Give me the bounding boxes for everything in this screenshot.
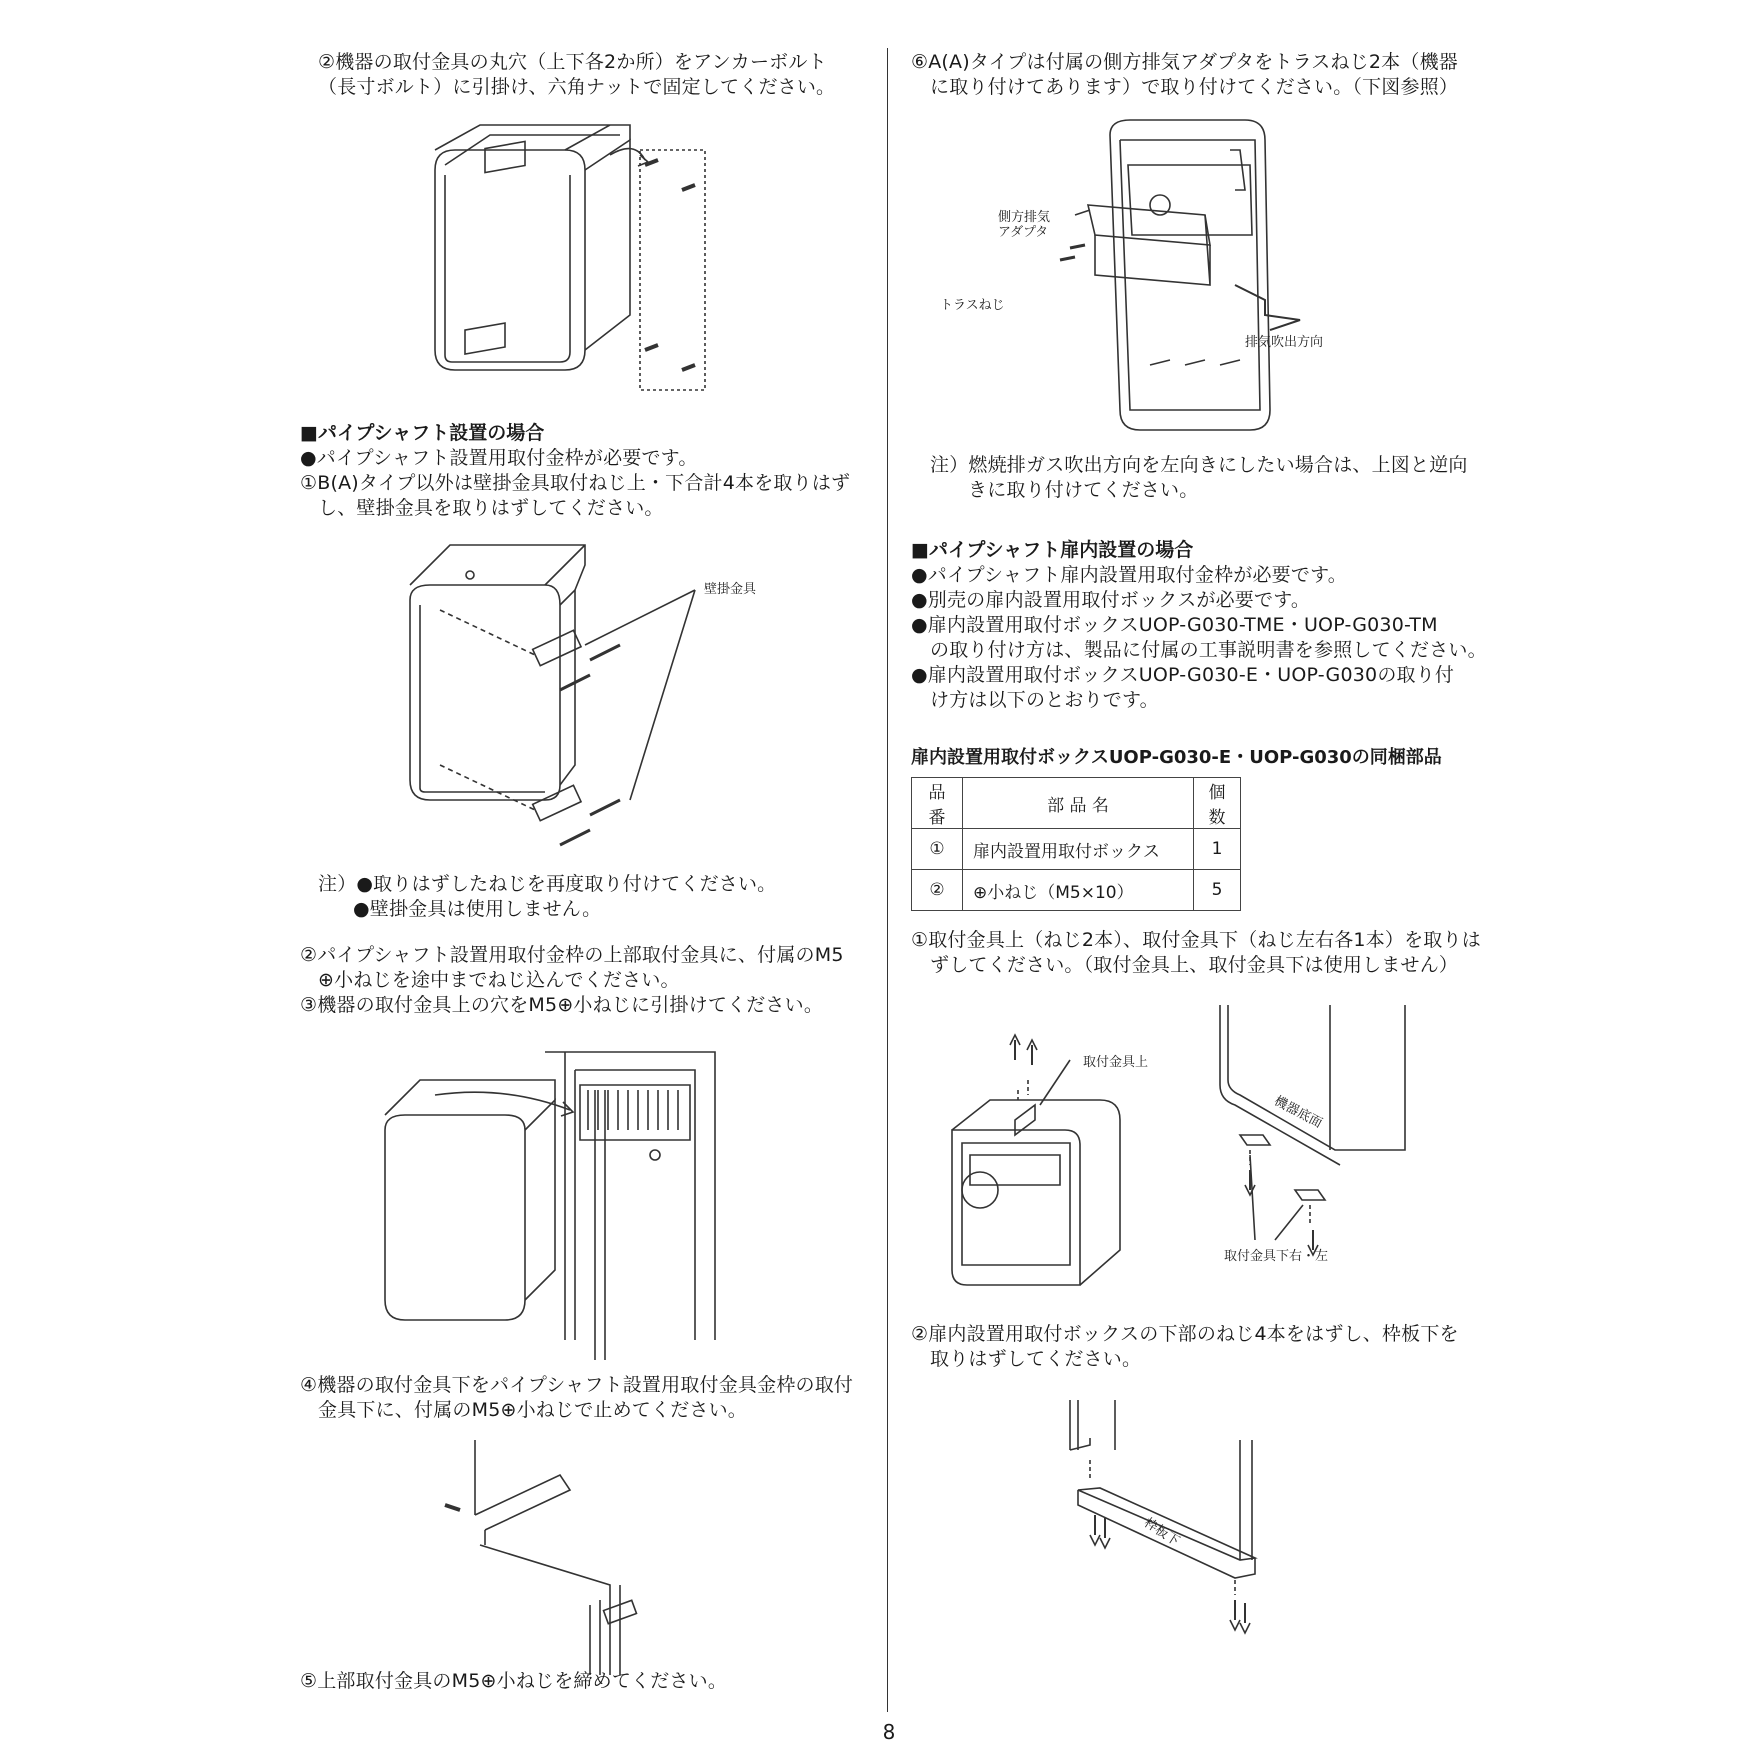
step2-anchor-line1: ②機器の取付金具の丸穴（上下各2か所）をアンカーボルト xyxy=(318,51,827,73)
parts-table xyxy=(911,777,1241,911)
label-bracket-bottom: 取付金具下右・左 xyxy=(1224,1249,1329,1264)
table-cell: 扉内設置用取付ボックス xyxy=(963,829,1194,870)
label-truss-screw: トラスねじ xyxy=(940,298,1005,313)
door-heading: ■パイプシャフト扉内設置の場合 xyxy=(911,539,1194,561)
table-row xyxy=(912,870,1241,911)
table-header: 品番 xyxy=(912,778,963,829)
table-header: 部 品 名 xyxy=(963,778,1194,829)
column-divider xyxy=(887,48,888,1712)
step6-adapter-line2: に取り付けてあります）で取り付けてください。（下図参照） xyxy=(930,76,1459,98)
ps-step3: ③機器の取付金具上の穴をM5⊕小ねじに引掛けてください。 xyxy=(300,994,824,1016)
box-step1-line1: ①取付金具上（ねじ2本）、取付金具下（ねじ左右各1本）を取りは xyxy=(911,929,1481,951)
door-bullet-3-cont: の取り付け方は、製品に付属の工事説明書を参照してください。 xyxy=(930,639,1487,661)
ps-bullet: ●パイプシャフト設置用取付金枠が必要です。 xyxy=(300,447,698,469)
ps-step1-line2: し、壁掛金具を取りはずしてください。 xyxy=(318,497,664,519)
ps-step5: ⑤上部取付金具のM5⊕小ねじを締めてください。 xyxy=(300,1670,728,1692)
figure-wall-bracket-removal xyxy=(395,530,725,860)
ps-heading: ■パイプシャフト設置の場合 xyxy=(300,422,545,444)
box-step2-line2: 取りはずしてください。 xyxy=(930,1348,1142,1370)
ps-step4-line2: 金具下に、付属のM5⊕小ねじで止めてください。 xyxy=(318,1399,748,1421)
table-header: 個数 xyxy=(1194,778,1241,829)
adapter-note-line2: きに取り付けてください。 xyxy=(968,479,1199,501)
label-adapter-line2: アダプタ xyxy=(998,225,1049,240)
step6-adapter-line1: ⑥A(A)タイプは付属の側方排気アダプタをトラスねじ2本（機器 xyxy=(911,51,1458,73)
figure-anchor-bolt-mounting xyxy=(420,120,720,390)
box-step2-line1: ②扉内設置用取付ボックスの下部のねじ4本をはずし、枠板下を xyxy=(911,1323,1459,1345)
door-bullet-4: ●扉内設置用取付ボックスUOP-G030-E・UOP-G030の取り付 xyxy=(911,664,1455,686)
ps-note-line1: 注）●取りはずしたねじを再度取り付けてください。 xyxy=(318,873,777,895)
ps-step2-line1: ②パイプシャフト設置用取付金枠の上部取付金具に、付属のM5 xyxy=(300,944,844,966)
figure-pipe-shaft-hanging xyxy=(375,1040,750,1360)
table-cell: 5 xyxy=(1194,870,1241,911)
step2-anchor-line2: （長寸ボルト）に引掛け、六角ナットで固定してください。 xyxy=(318,76,836,98)
table-cell: ② xyxy=(912,870,963,911)
table-header-row xyxy=(912,778,1241,829)
table-cell: ⊕小ねじ（M5×10） xyxy=(963,870,1194,911)
box-step1-line2: ずしてください。（取付金具上、取付金具下は使用しません） xyxy=(930,954,1459,976)
label-unit-bottom: 機器底面 xyxy=(1271,1093,1325,1132)
door-bullet-2: ●別売の扉内設置用取付ボックスが必要です。 xyxy=(911,589,1311,611)
table-cell: ① xyxy=(912,829,963,870)
figure-lower-bracket-fixing xyxy=(440,1435,650,1675)
label-wall-bracket: 壁掛金具 xyxy=(704,582,757,597)
door-bullet-1: ●パイプシャフト扉内設置用取付金枠が必要です。 xyxy=(911,564,1347,586)
ps-note-line2: ●壁掛金具は使用しません。 xyxy=(353,898,602,920)
door-bullet-4-cont: け方は以下のとおりです。 xyxy=(930,689,1159,711)
table-row xyxy=(912,829,1241,870)
label-exhaust-direction: 排気吹出方向 xyxy=(1245,335,1324,350)
label-bracket-top: 取付金具上 xyxy=(1083,1055,1149,1070)
ps-step1-line1: ①B(A)タイプ以外は壁掛金具取付ねじ上・下合計4本を取りはず xyxy=(300,472,851,494)
table-cell: 1 xyxy=(1194,829,1241,870)
parts-heading: 扉内設置用取付ボックスUOP-G030-E・UOP-G030の同梱部品 xyxy=(911,747,1442,768)
page-number: 8 xyxy=(882,1720,896,1744)
adapter-note-line1: 注）燃焼排ガス吹出方向を左向きにしたい場合は、上図と逆向 xyxy=(930,454,1468,476)
label-frame-bottom: 枠板下 xyxy=(1141,1515,1182,1550)
label-adapter-line1: 側方排気 xyxy=(998,210,1051,225)
ps-step2-line2: ⊕小ねじを途中までねじ込んでください。 xyxy=(318,969,680,991)
door-bullet-3: ●扉内設置用取付ボックスUOP-G030-TME・UOP-G030-TM xyxy=(911,614,1438,636)
ps-step4-line1: ④機器の取付金具下をパイプシャフト設置用取付金具金枠の取付 xyxy=(300,1374,854,1396)
figure-remove-bottom-brackets xyxy=(1215,1005,1415,1275)
figure-side-exhaust-adapter xyxy=(1040,120,1340,435)
